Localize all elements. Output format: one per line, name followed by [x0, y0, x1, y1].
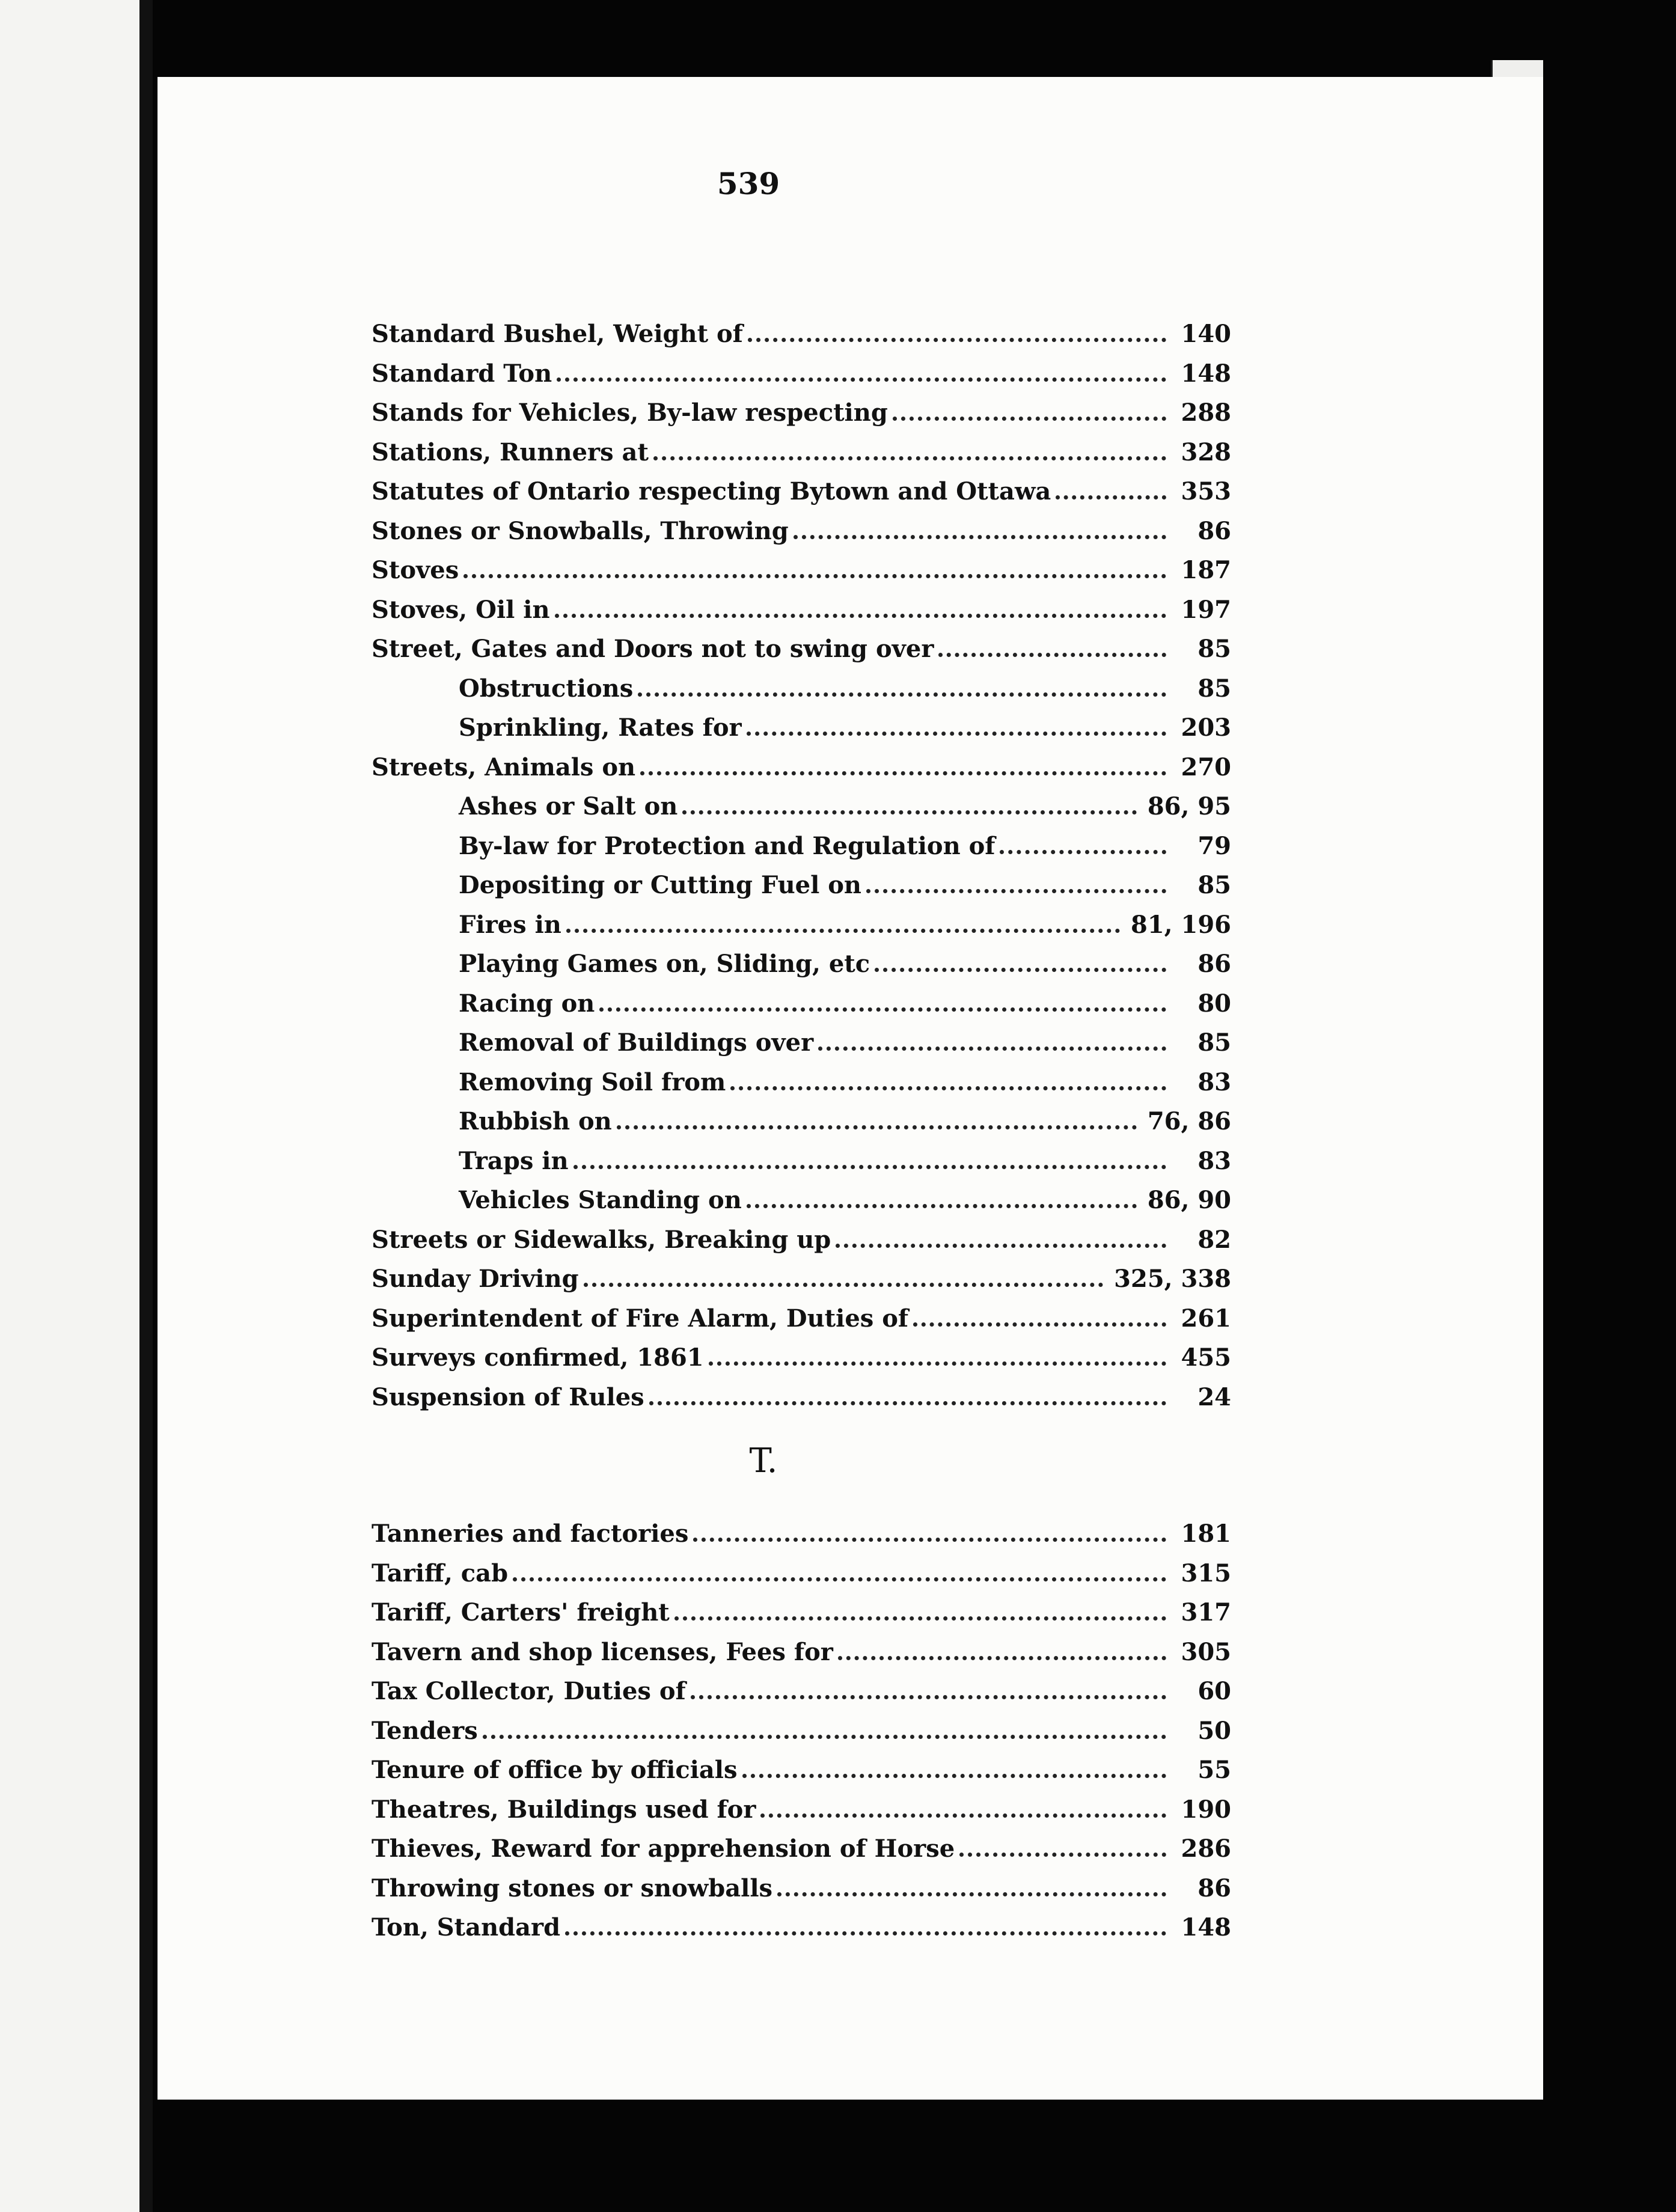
- dot-leader: [959, 1853, 1166, 1857]
- dot-leader: [836, 1244, 1166, 1248]
- dot-leader: [760, 1813, 1166, 1818]
- entry-label: Vehicles Standing on: [459, 1186, 742, 1214]
- index-entry: [459, 977, 1231, 1016]
- index-entry: [372, 347, 1231, 386]
- dot-leader: [617, 1125, 1137, 1129]
- entry-label: Surveys confirmed, 1861: [372, 1343, 704, 1372]
- dot-leader: [794, 535, 1166, 539]
- entry-label: Sprinkling, Rates for: [459, 713, 742, 742]
- entry-label: Tavern and shop licenses, Fees for: [372, 1637, 833, 1666]
- entry-page-ref: 85: [1197, 871, 1231, 899]
- entry-page-ref: 83: [1197, 1068, 1231, 1096]
- entry-page-ref: 317: [1181, 1598, 1231, 1627]
- entry-label: Standard Ton: [372, 359, 552, 388]
- entry-page-ref: 148: [1181, 1913, 1231, 1942]
- entry-label: Street, Gates and Doors not to swing over: [372, 635, 934, 663]
- index-entry: [459, 701, 1231, 740]
- entry-label: Removing Soil from: [459, 1068, 726, 1096]
- entry-page-ref: 50: [1197, 1716, 1231, 1745]
- entry-page-ref: 197: [1181, 595, 1231, 624]
- dot-leader: [555, 614, 1166, 618]
- dot-leader: [638, 692, 1166, 697]
- index-entry: [459, 938, 1231, 976]
- entry-label: Stoves: [372, 556, 459, 584]
- dot-leader: [584, 1283, 1104, 1287]
- entry-page-ref: 81, 196: [1130, 910, 1231, 939]
- index-entry: [459, 1174, 1231, 1212]
- entry-label: Ton, Standard: [372, 1913, 561, 1942]
- entry-label: Standard Bushel, Weight of: [372, 320, 743, 348]
- entry-page-ref: 85: [1197, 1028, 1231, 1057]
- dot-leader: [709, 1361, 1166, 1366]
- entry-page-ref: 353: [1181, 477, 1231, 506]
- dot-leader: [483, 1735, 1166, 1739]
- dot-leader: [674, 1616, 1166, 1621]
- entry-label: Streets or Sidewalks, Breaking up: [372, 1225, 831, 1254]
- index-entry: [459, 1135, 1231, 1173]
- entry-page-ref: 79: [1197, 831, 1231, 860]
- entry-label: Tenders: [372, 1716, 478, 1745]
- entry-label: Stations, Runners at: [372, 438, 649, 466]
- entry-page-ref: 86: [1197, 950, 1231, 978]
- dot-leader: [742, 1774, 1166, 1778]
- entry-label: Depositing or Cutting Fuel on: [459, 871, 861, 899]
- entry-page-ref: 24: [1197, 1382, 1231, 1411]
- dot-leader: [463, 574, 1166, 578]
- entry-page-ref: 60: [1197, 1677, 1231, 1705]
- entry-page-ref: 190: [1181, 1795, 1231, 1824]
- dot-leader: [565, 1931, 1166, 1936]
- index-entry: [372, 623, 1231, 661]
- entry-label: Removal of Buildings over: [459, 1028, 814, 1057]
- entry-label: Stands for Vehicles, By-law respecting: [372, 399, 888, 427]
- index-entry: [372, 741, 1231, 780]
- entry-label: Tanneries and factories: [372, 1520, 689, 1548]
- index-entry: [459, 899, 1231, 937]
- dot-leader: [893, 417, 1166, 421]
- index-entry: [459, 1016, 1231, 1055]
- index-entry: [372, 1253, 1231, 1291]
- index-entry: [372, 426, 1231, 465]
- entry-page-ref: 85: [1197, 674, 1231, 703]
- index-entry: [372, 1862, 1231, 1901]
- entry-label: Theatres, Buildings used for: [372, 1795, 756, 1824]
- entry-label: Obstructions: [459, 674, 634, 703]
- dot-leader: [640, 771, 1166, 775]
- entry-label: Tariff, Carters' freight: [372, 1598, 670, 1627]
- dot-leader: [653, 456, 1166, 460]
- dot-leader: [747, 1204, 1137, 1208]
- section-heading-t: T.: [749, 1441, 778, 1480]
- entry-page-ref: 315: [1181, 1559, 1231, 1587]
- index-entry: [372, 1371, 1231, 1410]
- dot-leader: [913, 1322, 1166, 1327]
- binding-shadow: [139, 0, 153, 2212]
- entry-page-ref: 288: [1181, 399, 1231, 427]
- dot-leader: [875, 968, 1166, 972]
- index-entry: [459, 780, 1231, 819]
- entry-label: Stones or Snowballs, Throwing: [372, 516, 789, 545]
- entry-page-ref: 86, 95: [1147, 792, 1231, 820]
- dot-leader: [747, 732, 1166, 736]
- index-entry: [372, 544, 1231, 582]
- entry-page-ref: 325, 338: [1114, 1265, 1231, 1293]
- entry-label: Racing on: [459, 989, 595, 1018]
- dot-leader: [938, 653, 1166, 657]
- index-entry: [459, 1095, 1231, 1134]
- entry-label: Rubbish on: [459, 1107, 612, 1135]
- index-entry: [372, 1214, 1231, 1252]
- entry-page-ref: 83: [1197, 1146, 1231, 1175]
- index-entry: [372, 1901, 1231, 1940]
- index-entry: [372, 1822, 1231, 1861]
- dot-leader: [513, 1577, 1166, 1581]
- index-entry: [459, 1056, 1231, 1095]
- dot-leader: [818, 1046, 1166, 1051]
- entry-page-ref: 86: [1197, 1874, 1231, 1902]
- index-entry: [372, 1586, 1231, 1625]
- entry-label: Streets, Animals on: [372, 753, 636, 781]
- entry-page-ref: 86, 90: [1147, 1186, 1231, 1214]
- dot-leader: [682, 810, 1136, 814]
- entry-label: Statutes of Ontario respecting Bytown and Ottawa: [372, 477, 1051, 506]
- index-entry: [372, 1508, 1231, 1546]
- page-number: 539: [717, 166, 780, 201]
- previous-page-edge: [0, 0, 147, 2212]
- index-entry: [372, 465, 1231, 504]
- entry-label: Thieves, Reward for apprehension of Horse: [372, 1835, 955, 1863]
- entry-page-ref: 140: [1181, 320, 1231, 348]
- entry-page-ref: 328: [1181, 438, 1231, 466]
- entry-label: Tax Collector, Duties of: [372, 1677, 686, 1705]
- entry-label: Traps in: [459, 1146, 569, 1175]
- entry-label: Playing Games on, Sliding, etc: [459, 950, 870, 978]
- dot-leader: [599, 1007, 1166, 1012]
- entry-page-ref: 270: [1181, 753, 1231, 781]
- dot-leader: [1056, 495, 1166, 500]
- dot-leader: [693, 1538, 1166, 1542]
- dot-leader: [557, 377, 1166, 382]
- index-entry: [372, 1547, 1231, 1586]
- entry-label: Ashes or Salt on: [459, 792, 678, 820]
- entry-label: Stoves, Oil in: [372, 595, 550, 624]
- dot-leader: [748, 338, 1166, 342]
- entry-label: Superintendent of Fire Alarm, Duties of: [372, 1304, 909, 1333]
- entry-label: Suspension of Rules: [372, 1382, 644, 1411]
- entry-page-ref: 261: [1181, 1304, 1231, 1333]
- index-entry: [459, 859, 1231, 897]
- index-entry: [459, 662, 1231, 701]
- entry-page-ref: 55: [1197, 1756, 1231, 1784]
- entry-page-ref: 76, 86: [1147, 1107, 1231, 1135]
- dot-leader: [566, 929, 1120, 933]
- entry-label: Tenure of office by officials: [372, 1756, 738, 1784]
- index-entry: [372, 1292, 1231, 1331]
- entry-page-ref: 305: [1181, 1637, 1231, 1666]
- entry-page-ref: 86: [1197, 516, 1231, 545]
- dot-leader: [838, 1656, 1166, 1660]
- dot-leader: [691, 1695, 1166, 1699]
- entry-page-ref: 82: [1197, 1225, 1231, 1254]
- entry-page-ref: 85: [1197, 635, 1231, 663]
- entry-page-ref: 148: [1181, 359, 1231, 388]
- index-entry: [459, 820, 1231, 858]
- entry-page-ref: 286: [1181, 1835, 1231, 1863]
- entry-label: Throwing stones or snowballs: [372, 1874, 773, 1902]
- index-entry: [372, 1783, 1231, 1822]
- entry-page-ref: 80: [1197, 989, 1231, 1018]
- index-entry: [372, 1744, 1231, 1782]
- dot-leader: [730, 1086, 1166, 1090]
- dot-leader: [866, 889, 1166, 893]
- entry-page-ref: 181: [1181, 1520, 1231, 1548]
- dot-leader: [573, 1165, 1166, 1169]
- entry-label: Tariff, cab: [372, 1559, 509, 1587]
- entry-label: Fires in: [459, 910, 561, 939]
- entry-label: By-law for Protection and Regulation of: [459, 831, 996, 860]
- entry-page-ref: 455: [1181, 1343, 1231, 1372]
- index-entry: [372, 1665, 1231, 1703]
- dot-leader: [649, 1401, 1166, 1405]
- index-entry: [372, 1331, 1231, 1370]
- dot-leader: [1000, 850, 1166, 854]
- entry-page-ref: 187: [1181, 556, 1231, 584]
- index-entry: [372, 308, 1231, 346]
- dot-leader: [777, 1892, 1166, 1896]
- index-entry: [372, 505, 1231, 543]
- entry-label: Sunday Driving: [372, 1265, 579, 1293]
- entry-page-ref: 203: [1181, 713, 1231, 742]
- index-entry: [372, 584, 1231, 622]
- index-entry: [372, 1705, 1231, 1743]
- index-entry: [372, 1626, 1231, 1664]
- index-entry: [372, 386, 1231, 425]
